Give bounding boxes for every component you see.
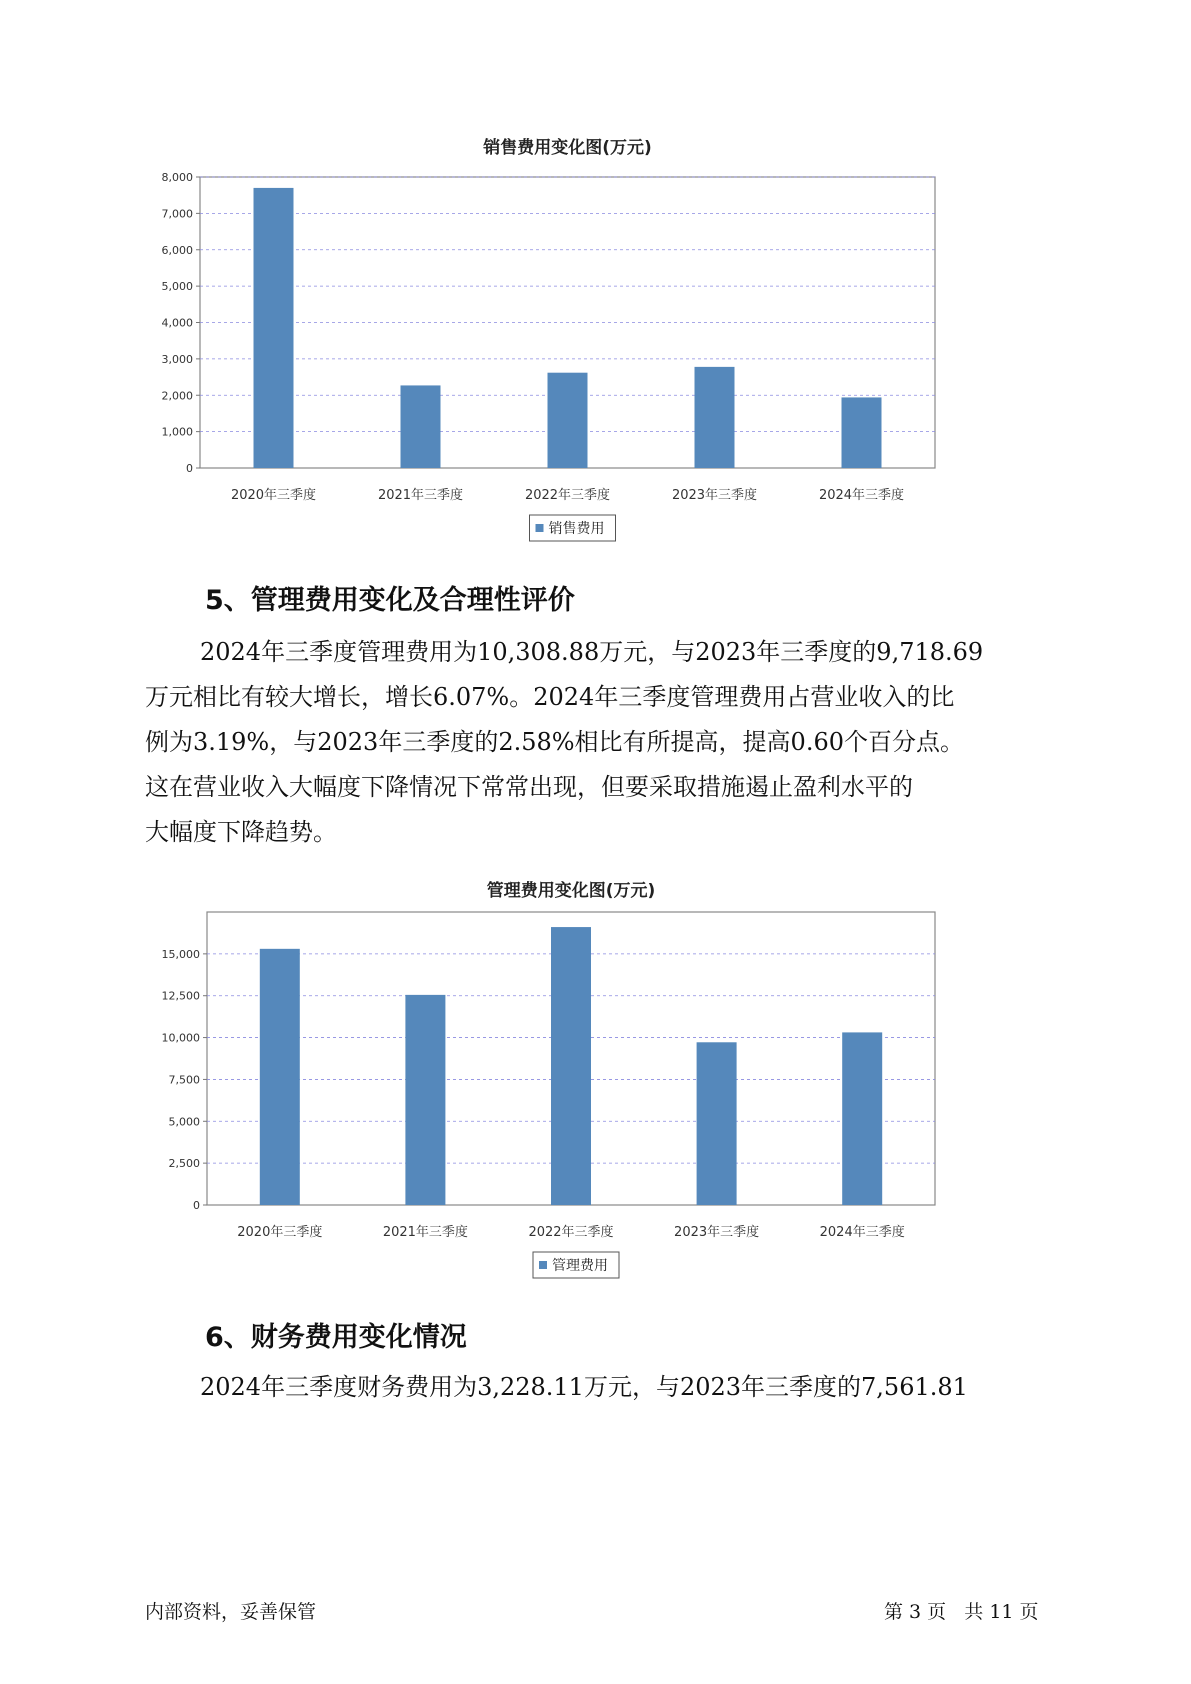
bar [695,367,735,468]
y-tick-label: 10,000 [161,1031,200,1045]
x-category-label: 2020年三季度 [230,488,317,503]
chart-title: 管理费用变化图(万元) [486,881,656,901]
bar [842,397,882,468]
y-tick-label: 1,000 [161,425,193,439]
y-tick-label: 7,000 [161,207,193,221]
y-tick-label: 8,000 [161,171,193,184]
section6-heading: 6、财务费用变化情况 [205,1322,467,1353]
x-category-label: 2021年三季度 [382,1225,468,1240]
chart-title: 销售费用变化图(万元) [483,138,652,158]
bar [401,385,441,468]
bar [254,188,294,468]
y-tick-label: 2,000 [161,389,193,403]
y-tick-label: 3,000 [161,352,193,366]
x-category-label: 2024年三季度 [818,488,905,503]
y-tick-label: 4,000 [161,316,193,330]
sales-expense-chart-svg [160,125,1040,555]
admin-expense-chart-svg [160,868,1040,1298]
legend-swatch [536,524,544,532]
bar [405,995,445,1205]
y-tick-label: 0 [193,1199,200,1212]
y-tick-label: 15,000 [161,947,200,961]
bar [697,1042,737,1205]
x-category-label: 2022年三季度 [528,1225,614,1240]
legend-label: 销售费用 [548,521,605,537]
section6-line-1: 2024年三季度财务费用为3,228.11万元，与2023年三季度的7,561.81 [200,1373,968,1401]
y-tick-label: 0 [186,462,193,475]
y-tick-label: 7,500 [168,1073,200,1087]
y-tick-label: 2,500 [168,1157,200,1171]
legend-label: 管理费用 [552,1258,608,1274]
section5-line-3: 例为3.19%，与2023年三季度的2.58%相比有所提高，提高0.60个百分点。 [145,728,964,756]
x-category-label: 2023年三季度 [671,488,758,503]
footer-page-number: 第 3 页 共 11 页 [884,1601,1039,1623]
x-category-label: 2020年三季度 [237,1225,323,1240]
y-tick-label: 6,000 [161,243,193,257]
sales-expense-chart [160,125,1040,555]
admin-expense-chart [160,868,1040,1298]
x-category-label: 2023年三季度 [674,1225,760,1240]
section5-line-4: 这在营业收入大幅度下降情况下常常出现，但要采取措施遏止盈利水平的 [145,773,913,801]
x-category-label: 2021年三季度 [377,488,464,503]
section5-heading: 5、管理费用变化及合理性评价 [205,585,575,616]
section6-paragraph [145,1365,1055,1410]
x-category-label: 2024年三季度 [819,1225,905,1240]
footer-left: 内部资料，妥善保管 [145,1601,317,1623]
bar [260,949,300,1205]
bar [551,927,591,1205]
y-tick-label: 12,500 [161,989,200,1003]
section5-line-2: 万元相比有较大增长，增长6.07%。2024年三季度管理费用占营业收入的比 [145,683,955,711]
y-tick-label: 5,000 [168,1115,200,1129]
bar [548,373,588,468]
section5-line-1: 2024年三季度管理费用为10,308.88万元，与2023年三季度的9,718.69 [200,638,984,666]
x-category-label: 2022年三季度 [524,488,611,503]
section5-paragraph [145,630,1055,855]
bar [842,1032,882,1205]
section5-line-5: 大幅度下降趋势。 [145,818,337,846]
y-tick-label: 5,000 [161,280,193,294]
legend-swatch [539,1261,547,1269]
